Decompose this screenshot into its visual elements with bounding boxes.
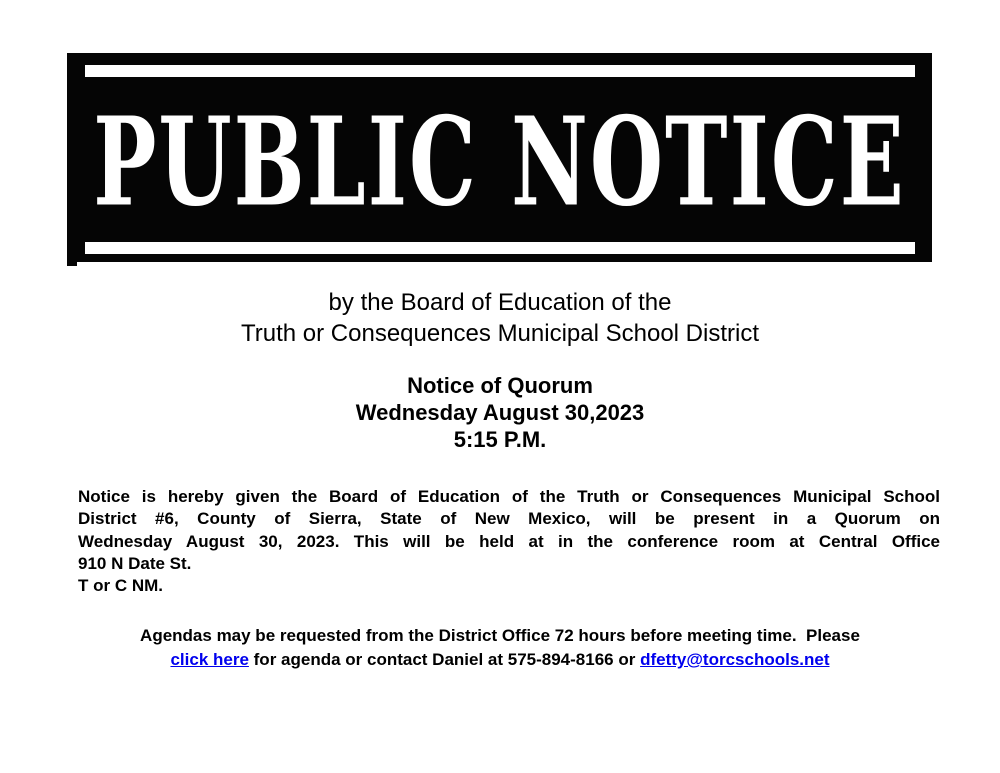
agenda-line-2 bbox=[0, 648, 1000, 672]
notice-paragraph-line: Notice is hereby given the Board of Education of the Truth or Consequences Municipal School bbox=[78, 487, 940, 506]
notice-paragraph-line: Wednesday August 30, 2023. This will be held at in the conference room at Central Office bbox=[78, 531, 940, 551]
banner-stripe-top bbox=[85, 65, 915, 77]
intro-line-1: by the Board of Education of the bbox=[328, 289, 672, 316]
notice-paragraph bbox=[78, 486, 940, 597]
email-link[interactable]: dfetty@torcschools.net bbox=[640, 650, 830, 669]
banner-stripe-bottom bbox=[85, 242, 915, 254]
agenda-line-2-text: for agenda or contact Daniel at 575-894-8166 or bbox=[248, 650, 641, 669]
public-notice-banner bbox=[67, 53, 932, 262]
intro-line-2: Truth or Consequences Municipal School District bbox=[240, 320, 759, 347]
notice-address-line: 910 N Date St. bbox=[78, 553, 192, 573]
notice-city-line: T or C NM. bbox=[78, 576, 163, 596]
agenda-line-1: Agendas may be requested from the District Office 72 hours before meeting time. Please bbox=[140, 626, 860, 645]
quorum-date: Wednesday August 30,2023 bbox=[355, 400, 645, 425]
intro-block bbox=[0, 287, 1000, 349]
quorum-time: 5:15 P.M. bbox=[453, 427, 547, 452]
click-here-link[interactable]: click here bbox=[170, 650, 249, 669]
quorum-title: Notice of Quorum bbox=[407, 373, 593, 398]
banner-title: PUBLIC NOTICE bbox=[93, 89, 906, 233]
agenda-block bbox=[0, 624, 1000, 672]
notice-paragraph-line: District #6, County of Sierra, State of New Mexico, will be present in a Quorum on bbox=[78, 509, 940, 529]
quorum-heading bbox=[0, 372, 1000, 453]
